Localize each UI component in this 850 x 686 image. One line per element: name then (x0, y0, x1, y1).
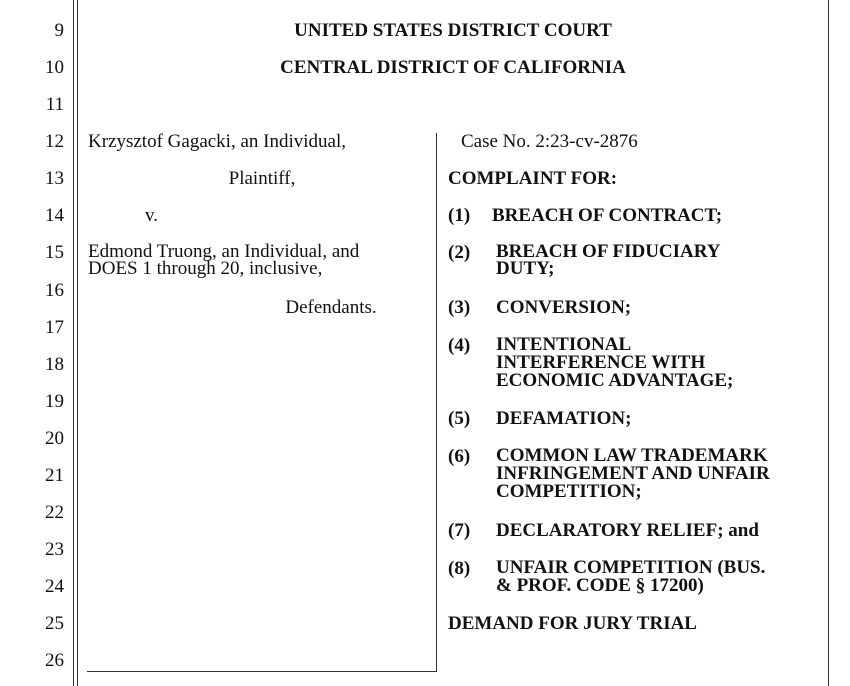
line-number: 22 (45, 502, 64, 523)
defendant-line-1: Edmond Truong, an Individual, and (88, 241, 360, 262)
claim-text: INTERFERENCE WITH (496, 352, 706, 373)
claim-text: CONVERSION; (496, 297, 632, 318)
line-number: 21 (45, 465, 64, 486)
margin-rule-left-outer (73, 0, 74, 686)
claim-text: COMMON LAW TRADEMARK (496, 445, 768, 466)
line-number: 10 (45, 57, 64, 78)
line-number: 11 (45, 94, 64, 115)
claim-text: BREACH OF FIDUCIARY (496, 241, 721, 262)
jury-demand: DEMAND FOR JURY TRIAL (448, 613, 697, 634)
plaintiff-label: Plaintiff, (228, 168, 296, 189)
claim-number: (3) (448, 297, 471, 318)
court-title: UNITED STATES DISTRICT COURT (294, 20, 612, 41)
line-number: 25 (45, 613, 64, 634)
line-number: 13 (45, 168, 64, 189)
defendant-label: Defendants. (285, 297, 377, 318)
line-number: 18 (45, 354, 64, 375)
line-number-column (0, 0, 64, 686)
plaintiff-name: Krzysztof Gagacki, an Individual, (88, 131, 346, 152)
claim-text: DEFAMATION; (496, 408, 632, 429)
line-number: 23 (45, 539, 64, 560)
line-number: 26 (45, 650, 64, 671)
line-number: 20 (45, 428, 64, 449)
line-number: 17 (45, 317, 64, 338)
claim-number: (1) (448, 205, 471, 226)
claim-number: (6) (448, 446, 471, 467)
claim-text: DECLARATORY RELIEF; and (496, 520, 759, 541)
line-number: 24 (45, 576, 64, 597)
claim-number: (4) (448, 335, 471, 356)
claim-text: ECONOMIC ADVANTAGE; (496, 370, 734, 391)
claim-text: & PROF. CODE § 17200) (496, 575, 704, 596)
line-number: 12 (45, 131, 64, 152)
claim-number: (7) (448, 520, 471, 541)
line-number: 9 (54, 20, 64, 41)
line-number: 15 (45, 242, 64, 263)
claim-number: (8) (448, 558, 471, 579)
caption-bottom-rule (87, 671, 437, 672)
case-number: Case No. 2:23-cv-2876 (461, 131, 638, 152)
claim-text: BREACH OF CONTRACT; (492, 205, 723, 226)
margin-rule-left-inner (77, 0, 78, 686)
claim-text: INFRINGEMENT AND UNFAIR (496, 463, 770, 484)
caption-divider (436, 133, 437, 672)
complaint-heading: COMPLAINT FOR: (448, 168, 618, 189)
line-number: 19 (45, 391, 64, 412)
margin-rule-right (828, 0, 829, 686)
line-number: 16 (45, 280, 64, 301)
claim-text: INTENTIONAL (496, 334, 632, 355)
claim-text: UNFAIR COMPETITION (BUS. (496, 557, 766, 578)
claim-number: (5) (448, 408, 471, 429)
claim-text: COMPETITION; (496, 481, 642, 502)
claim-text: DUTY; (496, 258, 555, 279)
line-number: 14 (45, 205, 64, 226)
versus: v. (145, 205, 159, 226)
defendant-line-2: DOES 1 through 20, inclusive, (88, 258, 323, 279)
claim-number: (2) (448, 242, 471, 263)
court-district: CENTRAL DISTRICT OF CALIFORNIA (280, 57, 626, 78)
